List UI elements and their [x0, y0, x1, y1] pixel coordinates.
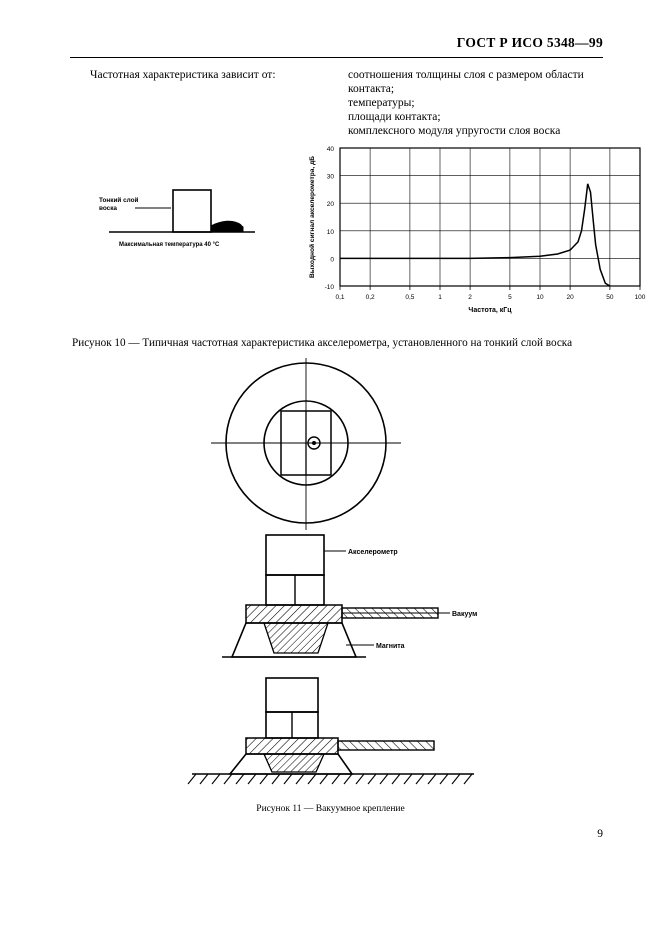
svg-text:30: 30 — [326, 173, 334, 181]
svg-text:Выходной сигнал акселерометра,: Выходной сигнал акселерометра, дБ — [309, 156, 316, 278]
svg-text:0: 0 — [330, 256, 334, 264]
svg-text:0,5: 0,5 — [405, 294, 415, 301]
svg-text:Частота, кГц: Частота, кГц — [468, 307, 512, 314]
label-accelerometer: Акселерометр — [348, 549, 398, 556]
svg-text:20: 20 — [566, 294, 574, 301]
svg-text:-10: -10 — [324, 284, 334, 291]
intro-left-text: Частотная характеристика зависит от: — [90, 69, 276, 81]
wax-label-line1: Тонкий слой — [99, 197, 139, 204]
intro-item-3: комплексного модуля упругости слоя воска — [348, 125, 561, 137]
intro-item-0: соотношения толщины слоя с размером области контакта; — [348, 69, 584, 95]
svg-text:1: 1 — [438, 294, 442, 301]
vacuum-mount-section-2 — [178, 672, 488, 800]
header-divider — [70, 57, 603, 58]
svg-text:10: 10 — [326, 228, 334, 236]
svg-text:50: 50 — [606, 294, 614, 301]
svg-text:20: 20 — [326, 201, 334, 209]
standard-title: ГОСТ Р ИСО 5348—99 — [456, 35, 603, 50]
label-vacuum: Вакуум — [452, 611, 478, 618]
wax-label-max-temp: Максимальная температура 40 °С — [119, 242, 220, 248]
wax-label-line2: воска — [99, 205, 117, 212]
svg-text:40: 40 — [326, 146, 334, 153]
svg-text:0,1: 0,1 — [335, 294, 345, 301]
svg-text:2: 2 — [468, 294, 472, 301]
frequency-response-chart — [262, 138, 652, 328]
vacuum-mount-plan-view — [196, 358, 446, 533]
svg-text:5: 5 — [508, 294, 512, 301]
svg-text:100: 100 — [634, 294, 646, 301]
page-header — [0, 34, 661, 54]
page-number: 9 — [597, 828, 603, 840]
intro-item-2: площади контакта; — [348, 111, 441, 123]
vacuum-mount-section-1 — [178, 525, 488, 675]
svg-text:10: 10 — [536, 294, 544, 301]
caption-figure-10: Рисунок 10 — Типичная частотная характеристика акселерометра, установленного на тонкий слой воска — [72, 337, 573, 349]
wax-layer-figure — [95, 175, 270, 270]
label-magnet: Магнита — [376, 643, 405, 650]
svg-text:0,2: 0,2 — [365, 294, 375, 301]
intro-right-list — [348, 68, 628, 138]
intro-item-1: температуры; — [348, 97, 415, 109]
caption-figure-11: Рисунок 11 — Вакуумное крепление — [256, 804, 405, 814]
